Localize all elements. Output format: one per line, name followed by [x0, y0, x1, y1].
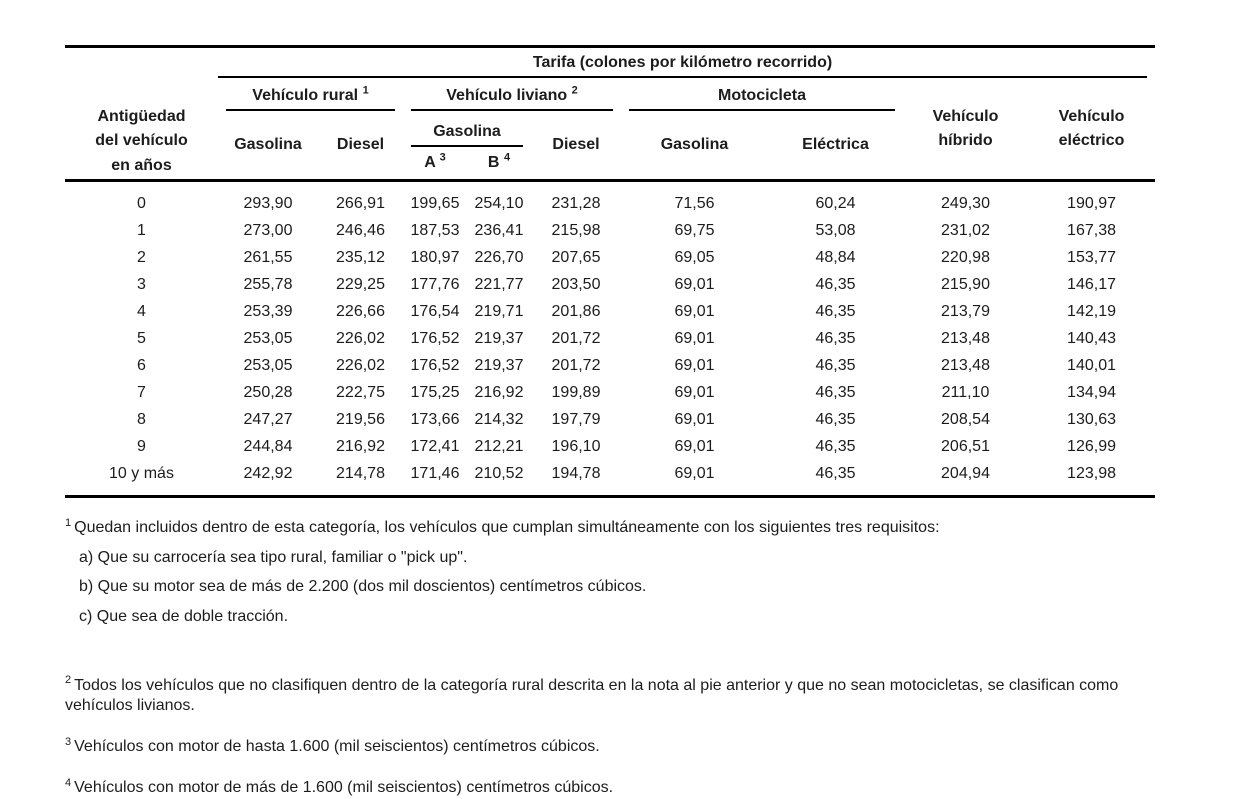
- col-header-liviano-gasolina: Gasolina: [403, 111, 531, 147]
- footnotes: [65, 518, 1150, 799]
- col-header-rural-gasolina: Gasolina: [234, 136, 302, 153]
- table-row: [65, 181, 1155, 218]
- table-cell: 46,35: [815, 410, 856, 428]
- row-age: 8: [137, 410, 146, 428]
- table-header: [65, 47, 1155, 181]
- table-cell: 219,71: [474, 302, 524, 320]
- col-header-electrico: Vehículo eléctrico: [1058, 107, 1125, 149]
- table-row: [65, 271, 1155, 298]
- row-age: 10 y más: [109, 464, 174, 482]
- table-cell: 173,66: [410, 410, 460, 428]
- table-cell: 69,01: [674, 356, 715, 374]
- col-header-gasolina-a: A $^3$: [424, 151, 446, 171]
- table-cell: 46,35: [815, 302, 856, 320]
- table-cell: 201,86: [551, 302, 601, 320]
- table-cell: 197,79: [551, 410, 601, 428]
- col-header-moto-gasolina: Gasolina: [660, 136, 729, 153]
- table-cell: 201,72: [551, 356, 601, 374]
- table-cell: 46,35: [815, 383, 856, 401]
- table-cell: 208,54: [941, 410, 990, 428]
- footnote-marker-1: 1: [362, 84, 369, 97]
- table-cell: 215,90: [941, 275, 990, 293]
- table-cell: 255,78: [243, 275, 293, 293]
- table-row: [65, 433, 1155, 460]
- table-row: [65, 352, 1155, 379]
- table-cell: 216,92: [474, 383, 524, 401]
- table-cell: 60,24: [815, 194, 856, 212]
- table-cell: 46,35: [815, 437, 856, 455]
- footnote-2-marker: 2: [65, 674, 72, 687]
- col-header-moto-electrica: Eléctrica: [802, 136, 869, 153]
- table-cell: 69,01: [674, 437, 715, 455]
- footnote-marker-3: 3: [439, 151, 446, 164]
- table-cell: 253,05: [243, 356, 293, 374]
- table-cell: 211,10: [941, 383, 990, 401]
- table-cell: 213,48: [941, 356, 990, 374]
- row-age: 4: [137, 302, 146, 320]
- row-age: 0: [137, 194, 146, 212]
- table-cell: 273,00: [243, 221, 293, 239]
- table-cell: 69,75: [674, 221, 715, 239]
- table-cell: 226,70: [474, 248, 524, 266]
- footnote-2-text: Todos los vehículos que no clasifiquen dentro de la categoría rural descrita en la nota al pie anterior y que no sean motocicletas, se clasifican como vehículos livianos.: [65, 676, 1119, 715]
- table-row: [65, 298, 1155, 325]
- table-cell: 213,79: [941, 302, 990, 320]
- table-cell: 226,66: [336, 302, 385, 320]
- table-cell: 250,28: [243, 383, 293, 401]
- table-cell: 176,54: [410, 302, 460, 320]
- table-cell: 221,77: [474, 275, 524, 293]
- table-cell: 253,05: [243, 329, 293, 347]
- table-cell: 266,91: [336, 194, 385, 212]
- table-cell: 201,72: [551, 329, 601, 347]
- table-cell: 242,92: [243, 464, 293, 482]
- table-cell: 180,97: [410, 248, 460, 266]
- table-title: Tarifa (colones por kilómetro recorrido): [218, 54, 1147, 78]
- table-cell: 213,48: [941, 329, 990, 347]
- table-cell: 254,10: [474, 194, 524, 212]
- table-cell: 187,53: [410, 221, 460, 239]
- table-cell: 204,94: [941, 464, 990, 482]
- table-cell: 69,01: [674, 464, 715, 482]
- corner-header: [65, 47, 218, 181]
- row-age: 7: [137, 383, 146, 401]
- table-cell: 214,32: [474, 410, 524, 428]
- table-cell: 153,77: [1067, 248, 1116, 266]
- group-rural-label: Vehículo rural: [252, 87, 359, 104]
- footnote-marker-4: 4: [503, 151, 511, 164]
- table-cell: 71,56: [674, 194, 715, 212]
- table-cell: 177,76: [410, 275, 460, 293]
- table-cell: 48,84: [815, 248, 856, 266]
- table-cell: 203,50: [551, 275, 601, 293]
- table-cell: 46,35: [815, 275, 856, 293]
- table-cell: 212,21: [474, 437, 524, 455]
- table-cell: 244,84: [243, 437, 293, 455]
- table-cell: 219,37: [474, 356, 524, 374]
- footnote-3-marker: 3: [65, 735, 72, 748]
- group-header-motocicleta: [621, 78, 903, 111]
- table-cell: 126,99: [1067, 437, 1116, 455]
- footnote-1-text: Quedan incluidos dentro de esta categoría, los vehículos que cumplan simultáneamente con los siguientes tres requisitos:: [74, 519, 940, 536]
- table-cell: 167,38: [1067, 221, 1116, 239]
- table-cell: 247,27: [243, 410, 293, 428]
- table-cell: 253,39: [243, 302, 293, 320]
- row-age: 3: [137, 275, 146, 293]
- table-cell: 194,78: [551, 464, 601, 482]
- table-cell: 219,37: [474, 329, 524, 347]
- group-moto-label: Motocicleta: [629, 87, 895, 111]
- table-cell: 199,65: [410, 194, 460, 212]
- row-age: 2: [137, 248, 146, 266]
- table-cell: 130,63: [1067, 410, 1116, 428]
- table-cell: 176,52: [410, 329, 460, 347]
- table-cell: 219,56: [336, 410, 385, 428]
- table-row: [65, 406, 1155, 433]
- table-cell: 231,28: [551, 194, 601, 212]
- table-cell: 196,10: [551, 437, 601, 455]
- tariff-table: [65, 45, 1155, 498]
- table-cell: 293,90: [243, 194, 293, 212]
- table-cell: 190,97: [1067, 194, 1116, 212]
- table-cell: 46,35: [815, 329, 856, 347]
- table-cell: 207,65: [551, 248, 601, 266]
- table-cell: 69,01: [674, 275, 715, 293]
- table-cell: 246,46: [336, 221, 385, 239]
- table-cell: 210,52: [474, 464, 524, 482]
- table-body: [65, 181, 1155, 497]
- footnote-1: [65, 518, 1150, 632]
- table-cell: 215,98: [551, 221, 601, 239]
- table-cell: 46,35: [815, 356, 856, 374]
- table-cell: 171,46: [410, 464, 460, 482]
- table-row: [65, 244, 1155, 271]
- table-cell: 231,02: [941, 221, 990, 239]
- footnote-1-item-a: a) Que su carrocería sea tipo rural, familiar o "pick up".: [79, 548, 468, 566]
- footnote-1-item-b: b) Que su motor sea de más de 2.200 (dos mil doscientos) centímetros cúbicos.: [79, 578, 647, 596]
- footnote-4-text: Vehículos con motor de más de 1.600 (mil seiscientos) centímetros cúbicos.: [74, 778, 614, 796]
- table-cell: 214,78: [336, 464, 385, 482]
- table-row: [65, 379, 1155, 406]
- table-cell: 134,94: [1067, 383, 1116, 401]
- table-cell: 199,89: [551, 383, 601, 401]
- col-header-gasolina-b: B $^4$: [487, 151, 511, 171]
- table-cell: 140,01: [1067, 356, 1116, 374]
- footnote-3-text: Vehículos con motor de hasta 1.600 (mil seiscientos) centímetros cúbicos.: [74, 738, 600, 756]
- table-cell: 53,08: [815, 221, 856, 239]
- table-cell: 176,52: [410, 356, 460, 374]
- table-row: [65, 460, 1155, 497]
- footnote-1-items: [65, 543, 1150, 632]
- table-cell: 261,55: [243, 248, 293, 266]
- col-header-rural-diesel: Diesel: [336, 136, 385, 153]
- table-cell: 206,51: [941, 437, 990, 455]
- row-age: 1: [137, 221, 146, 239]
- table-cell: 236,41: [474, 221, 524, 239]
- row-age: 5: [137, 329, 146, 347]
- footnote-4-marker: 4: [65, 776, 72, 789]
- table-cell: 249,30: [941, 194, 990, 212]
- table-cell: 46,35: [815, 464, 856, 482]
- table-cell: 226,02: [336, 329, 385, 347]
- table-cell: 175,25: [410, 383, 460, 401]
- table-cell: 220,98: [941, 248, 990, 266]
- footnote-1-marker: 1: [65, 516, 72, 529]
- col-header-hibrido: Vehículo híbrido: [932, 107, 999, 149]
- table-cell: 69,01: [674, 329, 715, 347]
- table-cell: 142,19: [1067, 302, 1116, 320]
- row-age: 6: [137, 356, 146, 374]
- table-cell: 226,02: [336, 356, 385, 374]
- table-cell: 235,12: [336, 248, 385, 266]
- table-cell: 216,92: [336, 437, 385, 455]
- footnote-1-item-c: c) Que sea de doble tracción.: [79, 607, 289, 625]
- group-header-liviano: [403, 78, 621, 111]
- col-header-liviano-diesel: Diesel: [552, 136, 600, 153]
- footnote-marker-2: 2: [571, 84, 578, 97]
- table-cell: 69,01: [674, 383, 715, 401]
- corner-header-label: Antigüedad del vehículo en años: [95, 107, 188, 175]
- footnote-2: [65, 676, 1150, 718]
- table-cell: 222,75: [336, 383, 385, 401]
- group-header-rural: [218, 78, 403, 111]
- footnote-3: [65, 737, 1150, 758]
- table-cell: 229,25: [336, 275, 385, 293]
- table-row: [65, 325, 1155, 352]
- table-title-cell: [218, 47, 1155, 79]
- group-liviano-label: Vehículo liviano: [446, 87, 568, 104]
- table-row: [65, 217, 1155, 244]
- table-cell: 123,98: [1067, 464, 1116, 482]
- table-cell: 172,41: [410, 437, 460, 455]
- table-cell: 146,17: [1067, 275, 1116, 293]
- table-cell: 69,01: [674, 410, 715, 428]
- row-age: 9: [137, 437, 146, 455]
- table-cell: 69,05: [674, 248, 715, 266]
- table-cell: 140,43: [1067, 329, 1116, 347]
- table-cell: 69,01: [674, 302, 715, 320]
